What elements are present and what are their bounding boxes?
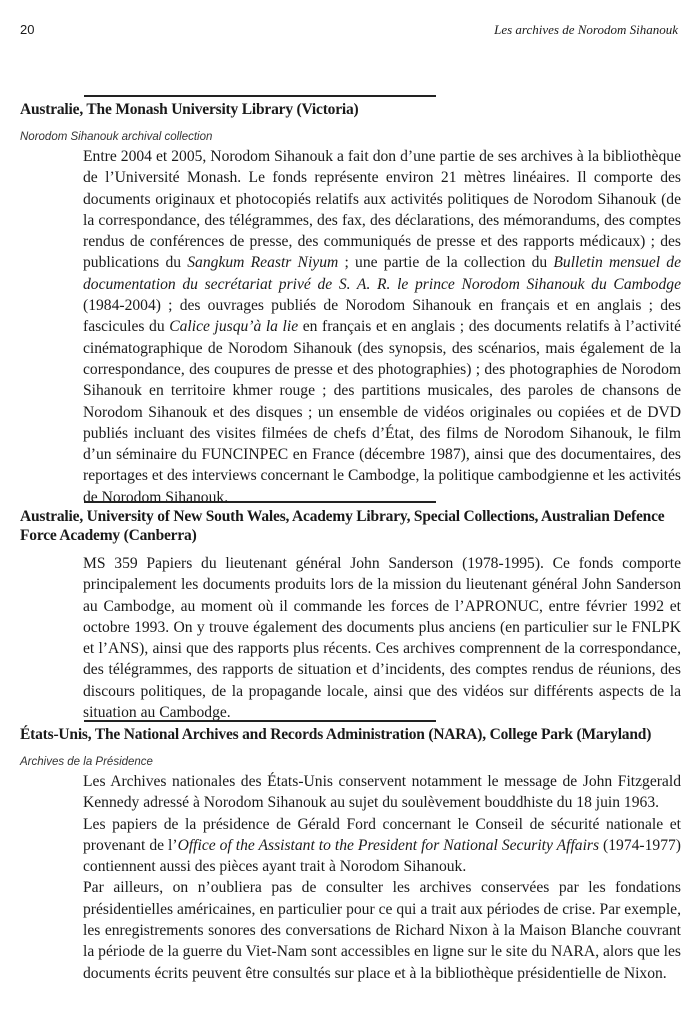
- section-3-paragraph: Par ailleurs, on n’oubliera pas de consulter les archives conservées par les fondations présidentielles américaines, en particulier pour ce qui a trait aux périodes de crise. Par exemple, les enregistrements sonores des conversations de Richard Nixon à la Maison Blanche couvrant la période de la guerre du Viet-Nam sont accessibles en ligne sur le site du NARA, alors que les documents écrits peuvent être consultés sur place et à la bibliothèque présidentielle de Nixon.: [83, 879, 681, 982]
- italic-text: Calice jusqu’à la lie: [169, 318, 299, 336]
- page-number: 20: [20, 22, 35, 37]
- section-3-title: États-Unis, The National Archives and Records Administration (NARA), College Park (Maryland): [20, 726, 652, 743]
- section-divider: [84, 501, 436, 503]
- section-1-body: [83, 146, 681, 508]
- section-divider: [84, 720, 436, 722]
- italic-text: Sangkum Reastr Niyum: [187, 254, 339, 272]
- section-2-paragraph: MS 359 Papiers du lieutenant général John Sanderson (1978-1995). Ce fonds comporte principalement les documents produits lors de la mission du lieutenant général John Sanderson au Cambodge, au moment où il commande les forces de l’APRONUC, entre février 1992 et octobre 1993. On y trouve également des documents plus anciens (en particulier sur le FNLPK et l’ANS), ainsi que des rapports plus récents. Ces archives comprennent de la correspondance, des télégrammes, des rapports de situation et d’incidents, des comptes rendus de réunions, des discours politiques, de la propagande locale, ainsi que des vidéos sur différents aspects de la situation au Cambodge.: [83, 555, 681, 722]
- italic-text: Office of the Assistant to the President for National Security Affairs: [177, 836, 600, 854]
- section-3-subtitle: Archives de la Présidence: [20, 756, 153, 768]
- section-divider: [84, 95, 436, 97]
- section-2-body: [83, 553, 681, 723]
- section-3-paragraph: Les papiers de la présidence de Gérald Ford concernant le Conseil de sécurité nationale et provenant de l’Office of the Assistant to the President for National Security Affairs (1974-1977) contiennent aussi des pièces ayant trait à Norodom Sihanouk.: [83, 815, 681, 876]
- section-3-body: [83, 771, 681, 984]
- section-1-subtitle: Norodom Sihanouk archival collection: [20, 131, 213, 143]
- section-1-paragraph: Entre 2004 et 2005, Norodom Sihanouk a fait don d’une partie de ses archives à la bibliothèque de l’Université Monash. Le fonds représente environ 21 mètres linéaires. Il comporte des documents originaux et photocopiés relatifs aux activités politiques de Norodom Sihanouk (de la correspondance, des télégrammes, des fax, des déclarations, des mémorandums, des comptes rendus de conférences de presse, des communiqués de presse et des rapports médicaux) ; des publications du Sangkum Reastr Niyum ; une partie de la collection du Bulletin mensuel de documentation du secrétariat privé de S. A. R. le prince Norodom Sihanouk du Cambodge (1984-2004) ; des ouvrages publiés de Norodom Sihanouk en français et en anglais ; des fascicules du Calice jusqu’à la lie en français et en anglais ; des documents relatifs à l’activité cinématographique de Norodom Sihanouk (des synopsis, des scénarios, mais également de la correspondance, des coupures de presse et des photographies) ; des photographies de Norodom Sihanouk en territoire khmer rouge ; des partitions musicales, des paroles de chansons de Norodom Sihanouk et des disques ; un ensemble de vidéos originales ou copiées et de DVD publiés incluant des visites filmées de chefs d’État, des films de Norodom Sihanouk, le film d’un séminaire du FUNCINPEC en France (décembre 1987), ainsi que des documentaires, des reportages et des interviews concernant le Cambodge, la politique cambodgienne et les activités de Norodom Sihanouk.: [83, 148, 682, 506]
- running-header: Les archives de Norodom Sihanouk: [494, 22, 678, 37]
- italic-text: Bulletin mensuel de documentation du secrétariat privé de S. A. R. le prince Norodom Sihanouk du Cambodge: [83, 254, 682, 293]
- section-2-title: Australie, University of New South Wales, Academy Library, Special Collections, Australian Defence Force Academy (Canberra): [20, 508, 665, 544]
- section-1-title: Australie, The Monash University Library (Victoria): [20, 101, 359, 118]
- section-3-paragraph: Les Archives nationales des États-Unis conservent notamment le message de John Fitzgerald Kennedy adressé à Norodom Sihanouk au sujet du soulèvement bouddhiste du 18 juin 1963.: [83, 773, 681, 812]
